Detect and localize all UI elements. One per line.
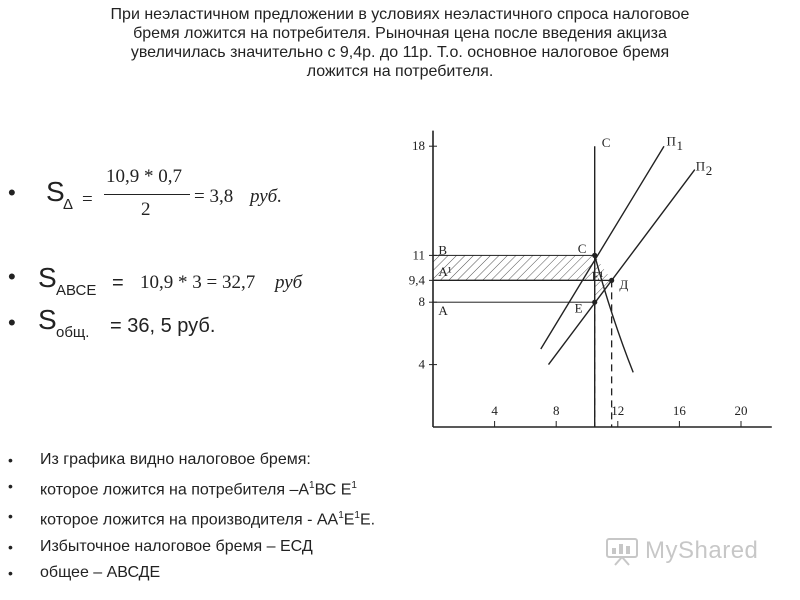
series-line-П1 (541, 146, 664, 349)
series-name-label: П (695, 158, 706, 174)
x-tick-label: 4 (491, 403, 498, 418)
x-tick-label: 16 (672, 403, 686, 418)
point-label: В (438, 242, 448, 258)
point-label: Е¹ (591, 268, 604, 284)
formula-numerator: 10,9 * 0,7 (106, 166, 182, 187)
note-text: Е. (359, 511, 376, 529)
chart-ticks (409, 138, 748, 427)
series-name-label: С (601, 135, 611, 151)
note-text: Избыточное налоговое бремя – ЕСД (40, 537, 313, 555)
chart-regions (433, 255, 612, 302)
point-label: А (438, 302, 448, 318)
formula-total-text: = 36, 5 руб. (110, 315, 216, 337)
bullet: • (8, 310, 16, 335)
bullet: • (8, 264, 16, 289)
consumer-burden-region (433, 255, 595, 280)
chart-labels (438, 134, 712, 318)
fraction-line (104, 194, 190, 195)
note-text: которое ложится на производителя - АА (40, 511, 339, 529)
intro-line: ложится на потребителя. (306, 63, 494, 80)
bullet: • (8, 180, 16, 205)
formula-expression: 10,9 * 3 = 32,7 (140, 272, 256, 293)
series-name-subscript: 1 (676, 138, 683, 154)
formula-result: = 3,8 (194, 186, 234, 207)
note-item (8, 560, 478, 586)
series-name-subscript: 2 (705, 163, 713, 179)
x-tick-label: 20 (734, 403, 748, 418)
point-label: А¹ (438, 263, 452, 279)
chart-series (541, 146, 695, 427)
equilibrium-point (592, 253, 597, 258)
formula-s-total-subscript: общ. (56, 324, 90, 341)
intro-line: увеличилась значительно с 9,4р. до 11р. Т.о. основное налоговое бремя (130, 44, 670, 61)
watermark-text: MyShared (645, 537, 759, 564)
formula-s-total: S (38, 304, 57, 335)
formula-s-delta-subscript: Δ (63, 196, 74, 213)
note-item (8, 473, 478, 503)
formula-s-abce: S (38, 262, 57, 293)
tax-burden-chart (395, 130, 790, 435)
note-text: Из графика видно налоговое бремя: (40, 451, 311, 468)
formula-equals: = (82, 189, 93, 210)
intro-line: бремя ложится на потребителя. Рыночная цена после введения акциза (133, 25, 667, 42)
point-label: Е (574, 300, 583, 316)
x-tick-label: 12 (611, 403, 625, 418)
point-label: С (577, 241, 587, 257)
note-superscript: 1 (309, 480, 315, 491)
note-item (8, 447, 478, 473)
note-text: которое ложится на потребителя –А (40, 481, 310, 499)
formula-s-delta: S (46, 176, 65, 207)
y-tick-label: 18 (412, 138, 425, 154)
note-text: общее – АВСДЕ (40, 563, 161, 581)
y-tick-label: 8 (418, 294, 425, 310)
note-item (8, 503, 478, 533)
formula-unit: руб (275, 272, 303, 293)
note-text: ВС Е (314, 481, 352, 499)
notes-list (8, 447, 478, 586)
y-tick-label: 9,4 (408, 272, 425, 288)
intro-line: При неэластичном предложении в условиях неэластичного спроса налоговое (110, 6, 690, 23)
formula-list (0, 0, 390, 360)
note-text: Е (343, 511, 355, 529)
formula-denominator: 2 (141, 199, 151, 220)
note-superscript: 1 (338, 510, 344, 522)
y-tick-label: 4 (418, 356, 425, 372)
note-superscript: 1 (351, 480, 357, 491)
y-tick-label: 11 (412, 247, 425, 263)
series-name-label: П (666, 133, 676, 149)
watermark (605, 536, 758, 566)
formula-equals: = (112, 272, 124, 294)
formula-unit: руб. (250, 186, 282, 207)
equilibrium-point (592, 300, 597, 305)
x-tick-label: 8 (552, 403, 560, 418)
note-superscript: 1 (354, 510, 360, 522)
equilibrium-point (609, 278, 614, 283)
point-label: Д (619, 277, 629, 293)
presentation-board-icon (605, 536, 639, 566)
note-item (8, 534, 478, 560)
formula-s-abce-subscript: АВСЕ (56, 282, 97, 299)
